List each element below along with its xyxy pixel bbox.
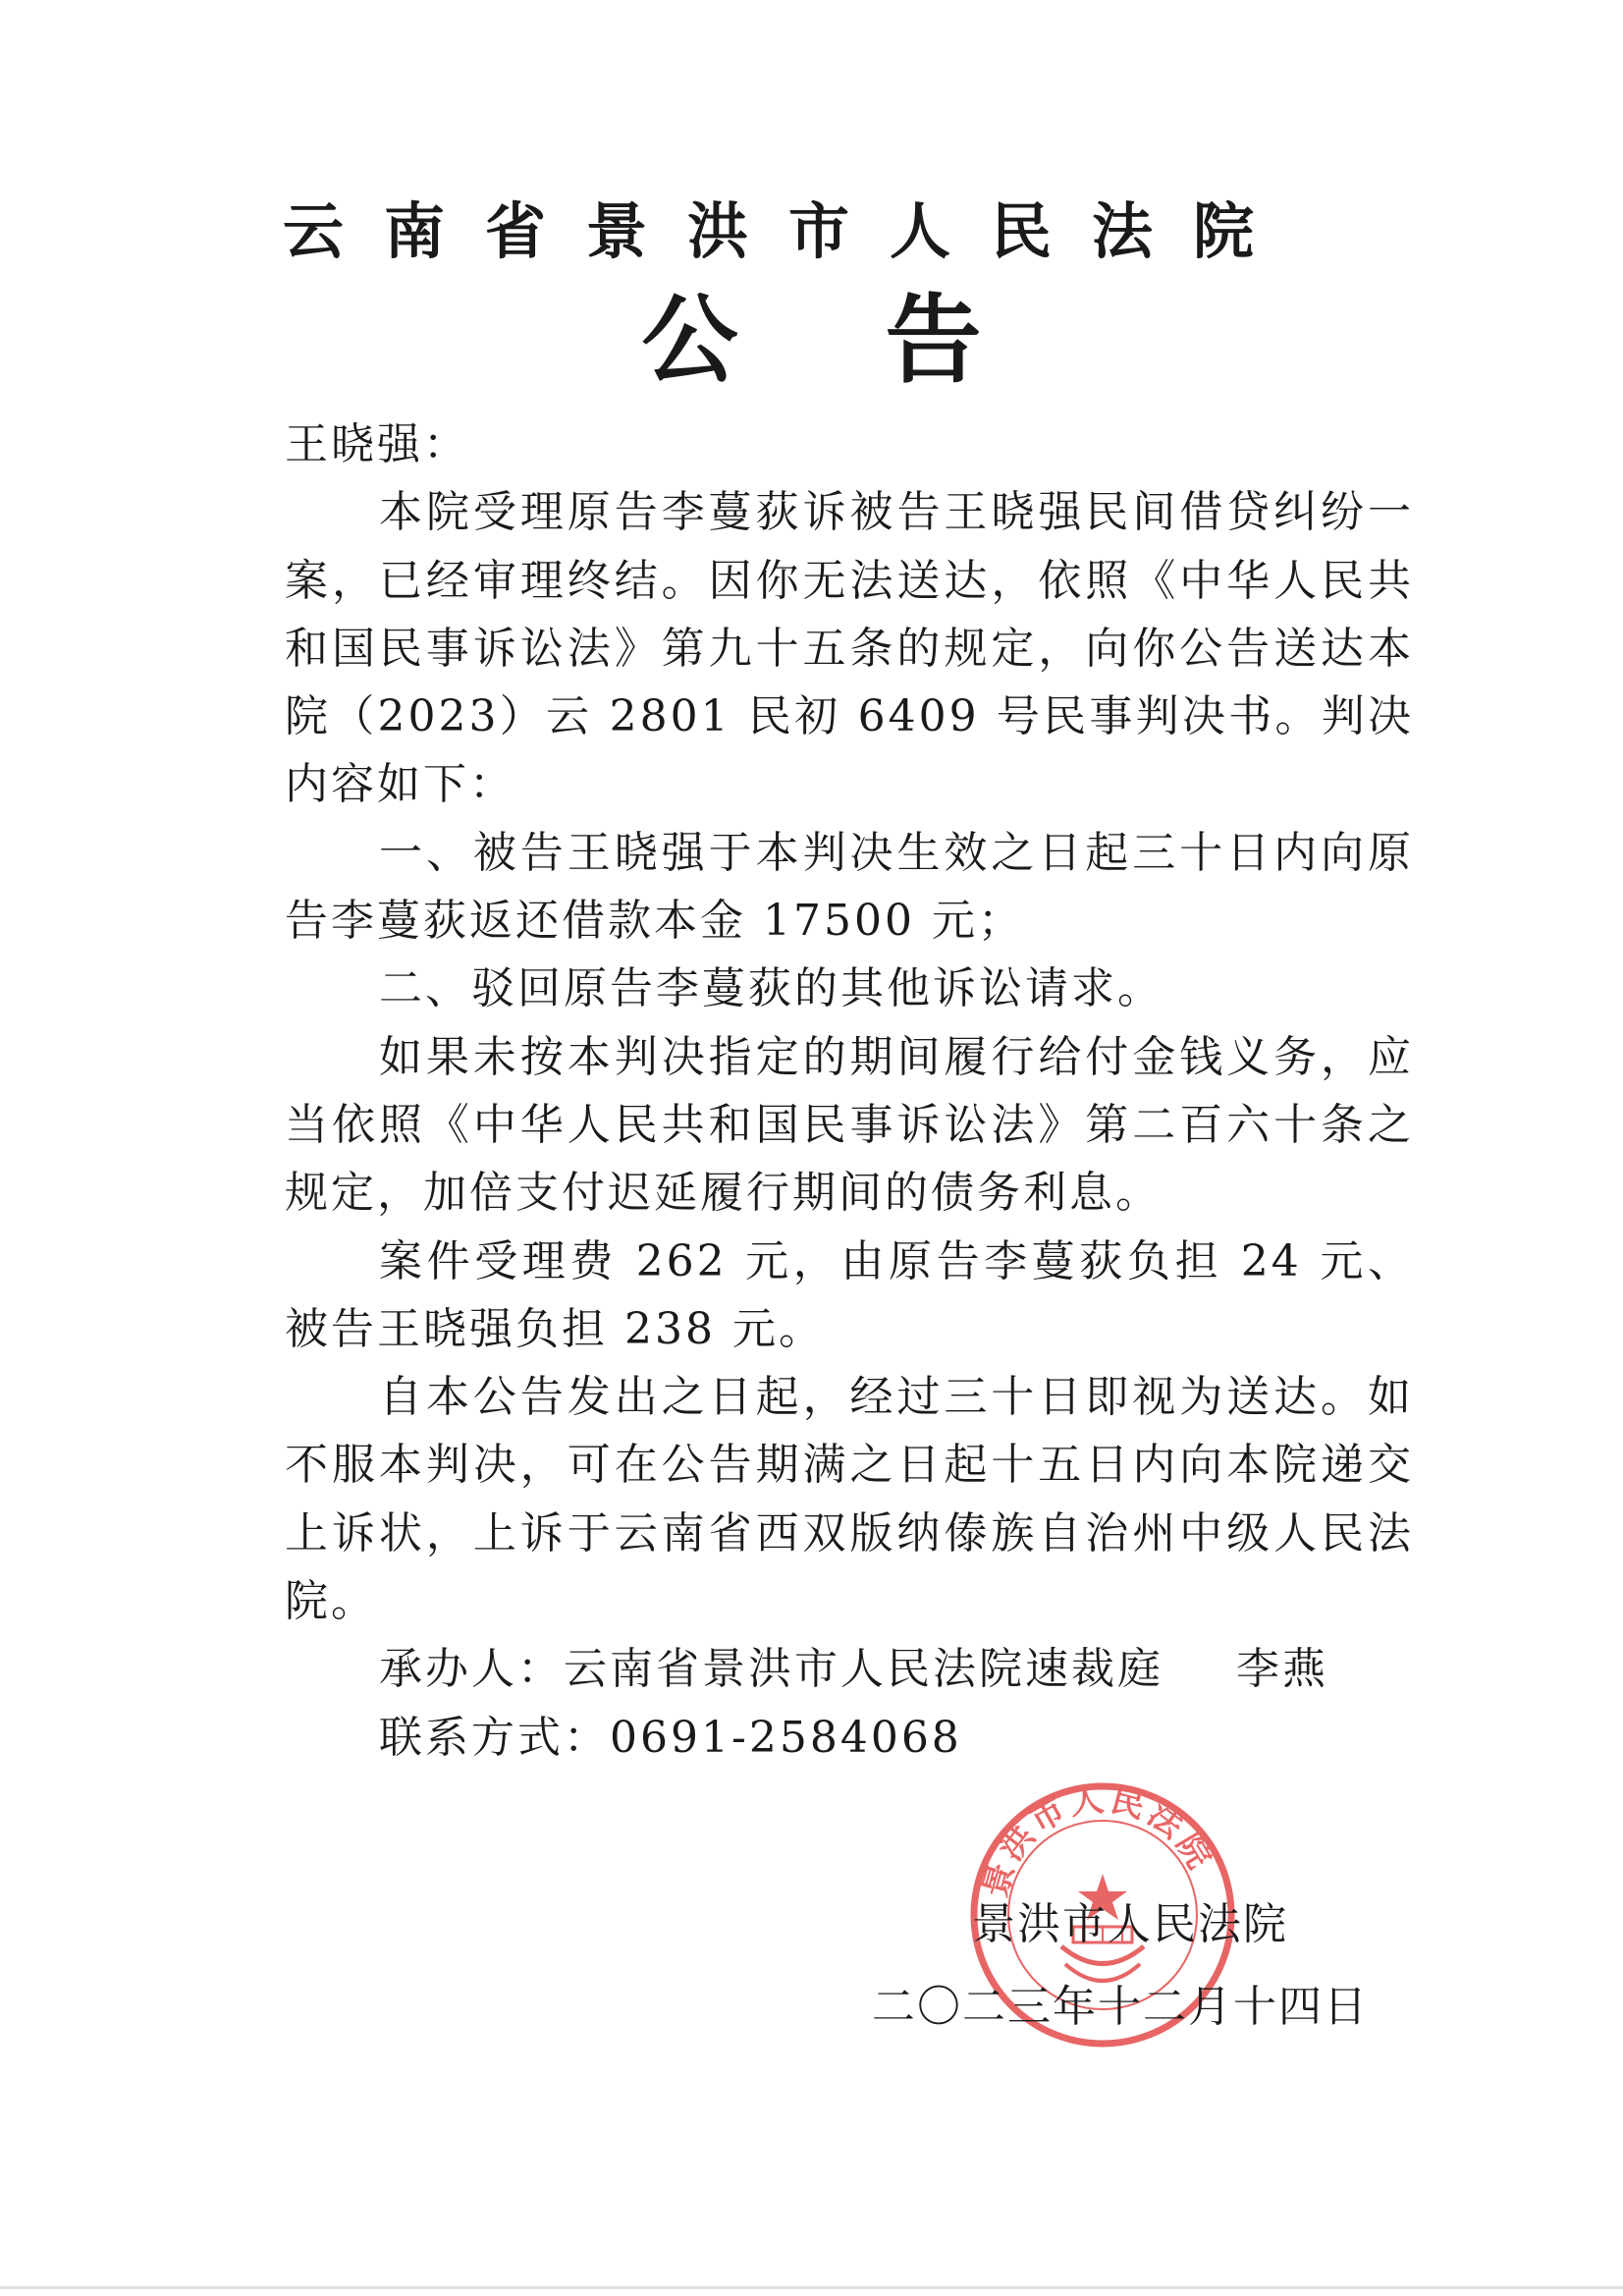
addressee: 王晓强： <box>285 419 469 469</box>
handler-label: 承办人：云南省景洪市人民法院速裁庭 <box>379 1644 1163 1695</box>
paragraph-case-fee: 案件受理费 262 元，由原告李蔓荻负担 24 元、被告王晓强负担 238 元。 <box>285 1235 1414 1354</box>
paragraph-service-appeal: 自本公告发出之日起，经过三十日即视为送达。如不服本判决，可在公告期满之日起十五日内向本院递交上诉状，上诉于云南省西双版纳傣族自治州中级人民法院。 <box>285 1372 1414 1627</box>
court-name-heading: 云南省景洪市人民法院 <box>283 195 1295 267</box>
document-title: 公告 <box>641 285 1129 397</box>
paragraph-judgment-item-1: 一、被告王晓强于本判决生效之日起三十日内向原告李蔓荻返还借款本金 17500 元； <box>285 827 1414 947</box>
seal-text: 景洪市人民法院 <box>975 1779 1221 1902</box>
paragraph-interest-warning: 如果未按本判决指定的期间履行给付金钱义务，应当依照《中华人民共和国民事诉讼法》第二百六十条之规定，加倍支付迟延履行期间的债务利息。 <box>285 1031 1414 1219</box>
phone-line: 联系方式：0691-2584068 <box>379 1712 962 1763</box>
paragraph-judgment-item-2: 二、驳回原告李蔓荻的其他诉讼请求。 <box>379 963 1163 1014</box>
page-bottom-edge <box>0 2286 1623 2289</box>
handler-line <box>285 1635 1414 1703</box>
handler-name: 李燕 <box>1236 1644 1328 1695</box>
issuing-court: 景洪市人民法院 <box>972 1899 1288 1949</box>
signature-block <box>872 1884 1384 2049</box>
issue-date: 二〇二三年十二月十四日 <box>872 1982 1369 2032</box>
paragraph-case-intro: 本院受理原告李蔓荻诉被告王晓强民间借贷纠纷一案，已经审理终结。因你无法送达，依照《中华人民共和国民事诉讼法》第九十五条的规定，向你公告送达本院（2023）云 2801 民初 6409 号民事判决书。判决内容如下： <box>285 487 1414 810</box>
notice-body <box>285 410 1414 1772</box>
